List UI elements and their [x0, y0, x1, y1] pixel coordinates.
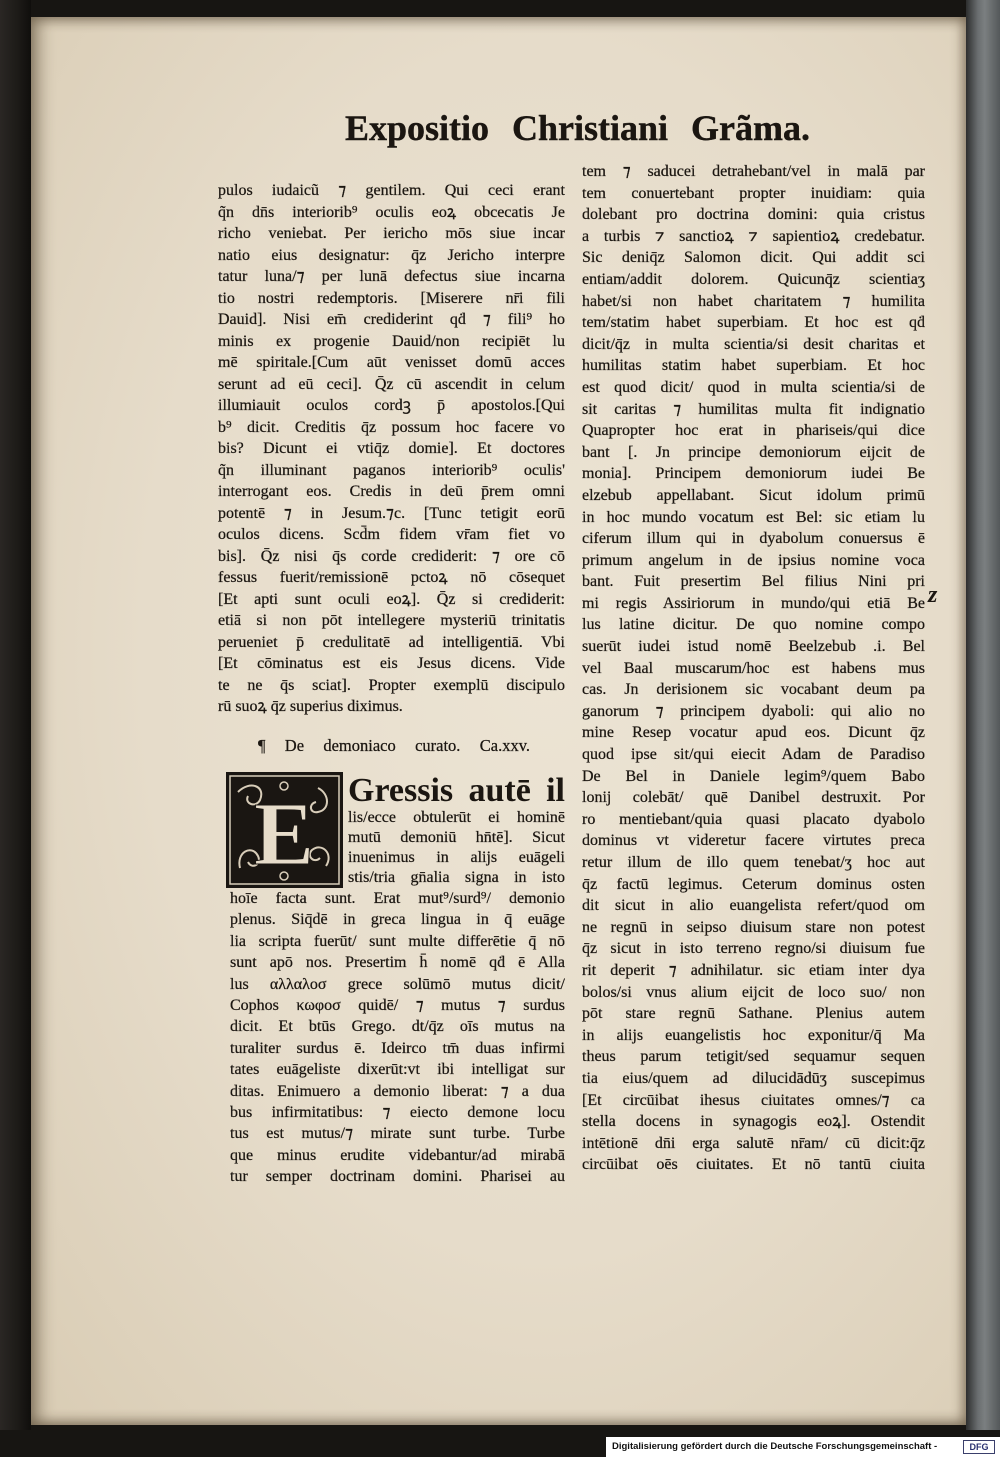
- chapter-heading: ¶ De demoniaco curato. Ca.xxv.: [258, 736, 530, 755]
- text-line: Cophos κωφοσ quidē/ ⁊ mutus ⁊ surdus: [230, 996, 565, 1014]
- text-line: q̃n dn̄s interiorib⁹ oculis eoꝝ obcecatis Je: [218, 203, 565, 221]
- left-column-lower: [230, 888, 565, 1187]
- left-column-upper: [218, 180, 565, 718]
- text-line: ditas. Enimuero a demonio liberat: ⁊ a dua: [230, 1082, 565, 1100]
- text-line: inuenimus in alijs euāgeli: [348, 849, 565, 866]
- text-line: q̃n illuminant paganos interiorib⁹ oculis': [218, 461, 565, 479]
- text-line: ciferum illum qui in dyabolum conuersus ē: [582, 530, 925, 548]
- text-line: natio eius designatur: q̄z Jericho interpre: [218, 246, 565, 264]
- text-line: habet/si non habet charitatem ⁊ humilita: [582, 292, 925, 310]
- text-line: dolebant pro doctrina domini: quia cristus: [582, 206, 925, 224]
- text-line: tus est mutus/⁊ mirate sunt turbe. Turbe: [230, 1125, 565, 1143]
- text-line: Dauid]. Nisi em̄ crediderint qḋ ⁊ fili⁹ ho: [218, 311, 565, 328]
- text-line: hoīe facta sunt. Erat mut⁹/surd⁹/ demonio: [230, 890, 565, 907]
- text-line: stella docens in synagogis eoꝝ]. Ostendit: [582, 1113, 925, 1131]
- text-line: cas. Jn derisionem sic vocabant deum pa: [582, 681, 925, 699]
- text-line: turaliter surdus ē. Ideirco tm̄ duas infirmi: [230, 1039, 565, 1057]
- text-line: tia eius/quem ad dilucidādūʒ suscepimus: [582, 1069, 925, 1087]
- running-title: Expositio Christiani Grãma.: [345, 108, 810, 148]
- text-line: bus infirmitatibus: ⁊ eiecto demone locu: [230, 1103, 565, 1121]
- text-line: bant. Fuit presertim Bel filius Nini pri: [582, 573, 925, 591]
- text-line: intētionē dn̄i erga salutē nr̄am/ cū dicit:q̄z: [582, 1134, 925, 1152]
- text-line: bis]. Q̄z nisi q̄s corde crediderit: ⁊ ore cō: [218, 547, 565, 565]
- text-line: que minus erudite videbantur/ad mirabā: [230, 1146, 565, 1164]
- right-column: [582, 161, 925, 1176]
- text-line: vel Baal muscarum/hoc est habens mus: [582, 659, 925, 677]
- text-line: illumiauit oculos cordꝫ p̄ apostolos.[Qui: [218, 397, 565, 414]
- text-line: [Et circūibat ihesus ciuitates omnes/⁊ ca: [582, 1091, 925, 1109]
- text-line: bis? Dicunt ei vtiq̄z domie]. Et doctores: [218, 440, 565, 457]
- text-line: oculos dicens. Scd̄m fidem vr̄am fiet vo: [218, 526, 565, 543]
- text-line: sunt apō nos. Presertim h̄ nomē qḋ ē Alla: [230, 954, 565, 972]
- text-line: tur semper doctrinam domini. Pharisei au: [230, 1168, 565, 1186]
- text-line: bant [. Jn principe demoniorum eijcit de: [582, 443, 925, 461]
- text-line: mi regis Assiriorum in mundo/qui etiā Be: [582, 594, 925, 612]
- text-line: a turbis ⁊ sanctioꝝ ⁊ sapientioꝝ credebatur.: [582, 227, 925, 245]
- scan-left-border: [0, 0, 31, 1430]
- text-line: dit sicut in alio euangelista refert/quod om: [582, 897, 925, 915]
- text-line: etiā si non pōt intellegere mysteriū trinitatis: [218, 612, 565, 629]
- text-line: ro mentiebant/quia quasi placato dyabolo: [582, 810, 925, 828]
- text-line: tates euāgeliste dixerūt:vt ibi intelligat sur: [230, 1061, 565, 1079]
- text-line: primum angelum in de ipsius nomine voca: [582, 551, 925, 569]
- text-line: rit deperit ⁊ adnihilatur. sic etiam inter dya: [582, 961, 925, 979]
- text-line: potentē ⁊ in Jesum.⁊c. [Tunc tetigit eorū: [218, 504, 565, 522]
- text-line: ne regnū in seipso diuisum stare non potest: [582, 918, 925, 936]
- text-line: tem ⁊ saducei detrahebant/vel in malā par: [582, 163, 925, 180]
- text-line: fessus fuerit/remissionē pctoꝝ nō cōsequet: [218, 569, 565, 586]
- text-line: lonij colebāt/ quē Danibel destruxit. Por: [582, 789, 925, 807]
- text-line: tatur luna/⁊ per lunā defectus siue incarna: [218, 268, 565, 285]
- opening-words: Gressis autē il: [348, 772, 565, 809]
- text-line: dicit/q̄z in multa scientia/si desit charitas et: [582, 335, 925, 353]
- margin-note: z: [928, 582, 938, 608]
- text-line: lia scripta fuerūt/ sunt multe differētie q̄ nō: [230, 932, 565, 950]
- text-line: Sic deniq̄z Salomon dicit. Qui addit sci: [582, 249, 925, 267]
- text-line: b⁹ dicit. Creditis q̄z possum hoc facere vo: [218, 418, 565, 436]
- text-line: entiam/addit dolorem. Quicunq̄z scientiaʒ: [582, 270, 925, 288]
- text-line: mine Resep vocatur apud eos. Dicunt q̄z: [582, 724, 925, 742]
- text-line: Quapropter hoc erat in phariseis/qui dice: [582, 422, 925, 440]
- text-line: quod ipse sit/qui eiecit Adam de Paradiso: [582, 746, 925, 764]
- text-line: stis/tria gn̄alia signa in isto: [348, 869, 565, 886]
- funding-credit: Digitalisierung gefördert durch die Deutsche Forschungsgemeinschaft -: [612, 1441, 938, 1452]
- initial-letter: E: [253, 785, 315, 884]
- text-line: lus αλλαλοσ grece solūmō mutus dicit/: [230, 975, 565, 993]
- text-line: perueniet p̄ credulitatē ad intelligentiā. Vbi: [218, 633, 565, 651]
- text-line: dicit. Et btūs Grego. dt/q̄z oīs mutus na: [230, 1018, 565, 1036]
- text-line: sit caritas ⁊ humilitas multa fit indignatio: [582, 400, 925, 418]
- digitization-credit-bar: [606, 1437, 1000, 1457]
- text-line: rū suoꝝ q̄z superius diximus.: [218, 698, 403, 715]
- text-line: tem/statim habet superbiam. Et hoc est qḋ: [582, 314, 925, 332]
- text-line: [Et apti sunt oculi eoꝝ]. Q̄z si crediderit:: [218, 590, 565, 608]
- text-line: theus parum tetigit/sed sequamur sequen: [582, 1048, 925, 1066]
- text-line: minis ex progenie Dauid/non recipiēt lu: [218, 332, 565, 350]
- text-line: [Et cōminatus est eis Jesus dicens. Vide: [218, 655, 565, 672]
- lines-beside-initial: [348, 808, 565, 888]
- decorated-initial: [226, 772, 343, 888]
- text-line: De Bel in Daniele legim⁹/quem Babo: [582, 767, 925, 785]
- text-line: lis/ecce obtulerūt ei hominē: [348, 809, 565, 826]
- text-line: richo veniebat. Per iericho mōs siue incar: [218, 225, 565, 242]
- text-line: monia]. Principem demoniorum iudei Be: [582, 465, 925, 483]
- text-line: plenus. Siq̄dē in greca lingua in q̄ euāge: [230, 911, 565, 929]
- text-line: interrogant eos. Credis in deū p̄rem omni: [218, 483, 565, 500]
- text-line: bolos/si vnus alium eijcit de loco suo/ non: [582, 983, 925, 1001]
- text-line: suerūt iudei istud nomē Beelzebub .i. Bel: [582, 638, 925, 656]
- text-line: pōt stare regnū Sathane. Plenius autem: [582, 1005, 925, 1023]
- text-line: est quod dicit/ quod in multa scientia/si de: [582, 378, 925, 396]
- text-line: in alijs euangelistis hoc exponitur/q̄ Ma: [582, 1026, 925, 1044]
- text-line: dominus vt videretur facere virtutes preca: [582, 832, 925, 850]
- text-line: ganorum ⁊ principem dyaboli: qui alio no: [582, 702, 925, 720]
- text-line: humilitas statim habet superbiam. Et hoc: [582, 357, 925, 375]
- text-line: tem conuertebant propter inuidiam: quia: [582, 184, 925, 202]
- text-line: q̄z sicut in isto terreno regno/si diuisum fue: [582, 940, 925, 958]
- text-line: retur illum de illo quem tenebat/ʒ hoc aut: [582, 854, 925, 871]
- text-line: mē spiritale.[Cum aūt venisset domū acces: [218, 354, 565, 371]
- text-line: q̄z factū legimus. Ceterum dominus osten: [582, 875, 925, 893]
- text-line: lus latine dicitur. De quo nomine compo: [582, 616, 925, 634]
- text-line: in hoc mundo vocatum est Bel: sic etiam lu: [582, 508, 925, 526]
- text-line: elzebub appellabant. Sicut idolum primū: [582, 486, 925, 504]
- text-line: pulos iudaicũ ⁊ gentilem. Qui ceci erant: [218, 182, 565, 199]
- binding-edge: [966, 0, 1000, 1430]
- text-line: mutū demoniū hn̄tē]. Sicut: [348, 829, 565, 846]
- text-line: te ne q̄s sciat]. Propter exemplū discipulo: [218, 676, 565, 694]
- text-line: serunt ad eū ceci]. Q̄z cū ascendit in celum: [218, 375, 565, 393]
- text-line: circūibat oēs ciuitates. Et nō tantū ciuita: [582, 1156, 925, 1174]
- book-page: [31, 17, 966, 1425]
- dfg-logo: DFG: [963, 1440, 995, 1454]
- text-line: tio nostri redemptoris. [Miserere nr̄i fili: [218, 289, 565, 307]
